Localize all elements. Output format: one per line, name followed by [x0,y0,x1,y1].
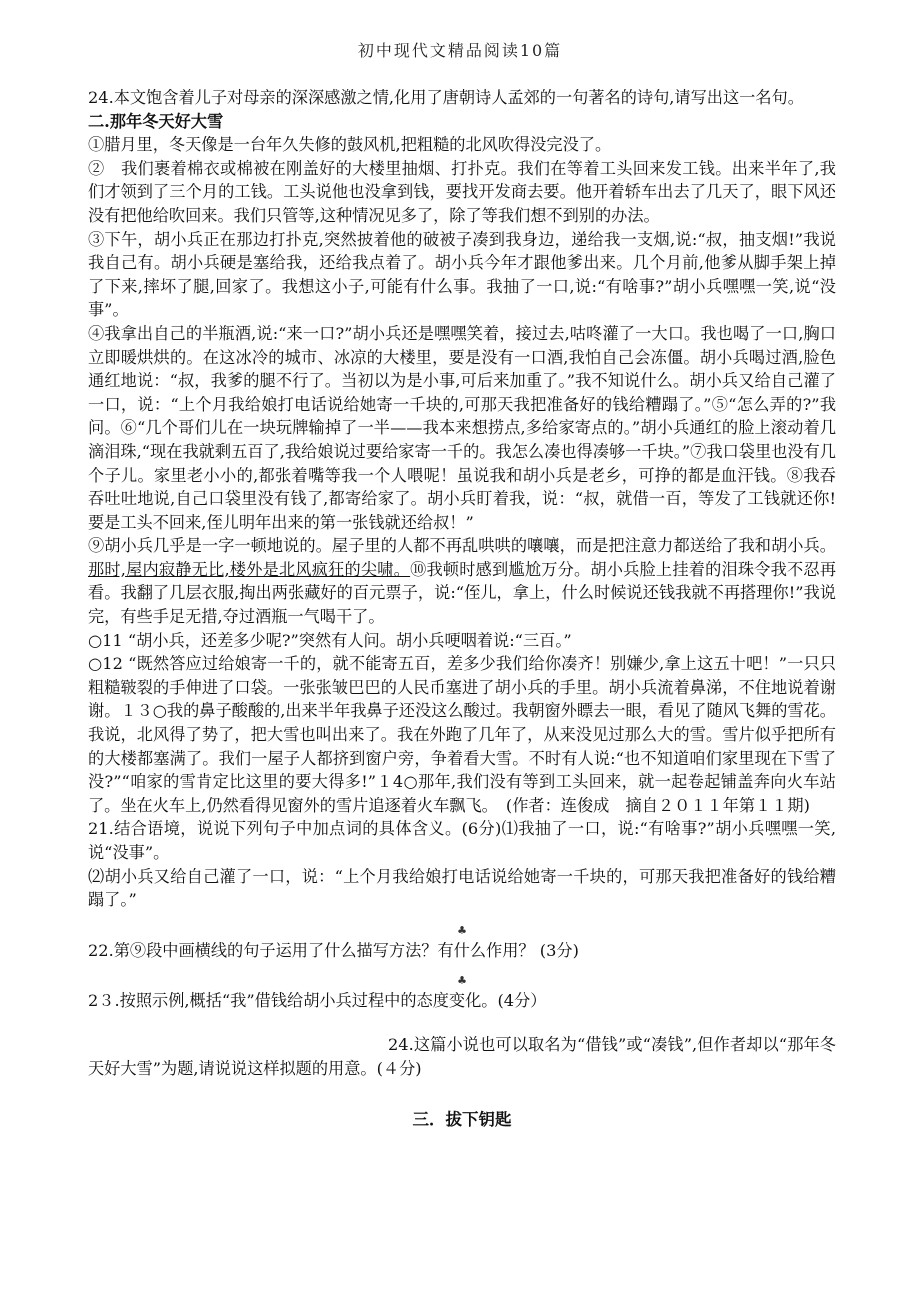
section-title: 二.那年冬天好大雪 [88,111,224,131]
paragraph-11: ○11 “胡小兵，还差多少呢?”突然有人问。胡小兵哽咽着说:“三百。” [88,630,572,650]
question-24: 24.这篇小说也可以取名为“借钱”或“凑钱”,但作者却以“那年冬天好大雪”为题,请说说这样拟题的用意。(４分) [88,1034,836,1078]
article-body [88,86,836,1132]
paragraph-9 [88,534,836,628]
question-21-lead: 21.结合语境，说说下列句子中加点词的具体含义。(6分) [88,819,502,839]
paragraph-4 [88,322,836,534]
question-21-item-2: ⑵胡小兵又给自己灌了一口，说：“上个月我给娘打电话说给她寄一千块的，可那天我把准备好的钱给糟蹋了。” [88,866,836,910]
source-note: (作者：连俊成 摘自２０１１年第１１期) [505,795,810,815]
paragraph-4-text: ④我拿出自己的半瓶酒,说:“来一口?”胡小兵还是嘿嘿笑着，接过去,咕咚灌了一大口。我也喝了一口,胸口立即暖烘烘的。在这冰冷的城市、冰凉的大楼里，要是没有一口酒,我怕自己会冻僵。胡小兵喝过酒,脸色通红地说：“叔，我爹的腿不行了。当初以为是小事,可后来加重了。”我不知说什么。胡小兵又给自己灌了一口，说：“上个月我给娘打电话说给她寄一千块的,可那天我把准备好的钱给糟蹋了。” [88,323,836,414]
underlined-sentence: 那时,屋内寂静无比,楼外是北风疯狂的尖啸。 [88,559,411,579]
paragraph-2: ② 我们裹着棉衣或棉被在刚盖好的大楼里抽烟、打扑克。我们在等着工头回来发工钱。出来半年了,我们才领到了三个月的工钱。工头说他也没拿到钱，要找开发商去要。他开着轿车出去了几天了，眼下风还没有把他给吹回来。我们只管等,这种情况见多了，除了等我们想不到别的办法。 [88,158,836,225]
paragraph-12 [88,652,836,817]
marker-icon: ♣ [457,923,467,937]
prev-question-24: 24.本文饱含着儿子对母亲的深深感激之情,化用了唐朝诗人孟郊的一句著名的诗句,请写出这一名句。 [88,88,804,107]
next-section-title: 三．拔下钥匙 [412,1110,512,1130]
paragraph-1: ①腊月里，冬天像是一台年久失修的鼓风机,把粗糙的北风吹得没完没了。 [88,135,612,155]
question-21-item-1: ⑴我抽了一口，说:“有啥事?”胡小兵嘿嘿一笑,说“没事”。 [88,819,837,862]
paragraph-12-text: ○12 “既然答应过给娘寄一千的，就不能寄五百，差多少我们给你凑齐！别嫌少,拿上这五十吧！”一只只粗糙皲裂的手伸进了口袋。一张张皱巴巴的人民币塞进了胡小兵的手里。胡小兵流着鼻涕，不住地说着谢谢。 [88,654,836,721]
question-22: 22.第⑨段中画横线的句子运用了什么描写方法？有什么作用？ (3分) [88,940,579,960]
paragraph-6-text: ⑥“几个哥们儿在一块玩牌输掉了一半——我本来想捞点,多给家寄点的。”胡小兵通红的脸上滚动着几滴泪珠,“现在我就剩五百了,我给娘说过要给家寄一千的。我怎么凑也得凑够一千块。” [88,418,837,461]
paragraph-10-text: ⑩我顿时感到尴尬万分。胡小兵脸上挂着的泪珠令我不忍再看。我翻了几层衣服,掏出两张藏好的百元票子，说:“侄儿，拿上，什么时候说还钱我就不再搭理你!”我说完，有些手足无措,夺过酒瓶一气喝干了。 [88,559,837,627]
paragraph-7-text: ⑦我口袋里也没有几个子儿。家里老小小的,都张着嘴等我一个人喂呢！虽说我和胡小兵是老乡，可挣的都是血汗钱。 [88,441,836,485]
marker-icon: ♣ [457,974,467,988]
question-23: 2３.按照示例,概括“我”借钱给胡小兵过程中的态度变化。(4分） [88,991,547,1011]
paragraph-9-text: ⑨胡小兵几乎是一字一顿地说的。屋子里的人都不再乱哄哄的嚷嚷，而是把注意力都送给了我和胡小兵。 [88,536,836,556]
paragraph-14-text: １4○那年,我们没有等到工头回来，就一起卷起铺盖奔向火车站了。坐在火车上,仍然看得见窗外的雪片追逐着火车飘飞。 [88,772,836,815]
paragraph-8-text: ⑧我吞吞吐吐地说,自己口袋里没有钱了,都寄给家了。胡小兵盯着我，说：“叔，就借一百，等发了工钱就还你!要是工头不回来,侄儿明年出来的第一张钱就还给叔！” [88,465,836,532]
question-21 [88,817,836,864]
paragraph-3: ③下午，胡小兵正在那边打扑克,突然披着他的破被子凑到我身边，递给我一支烟,说:“叔，抽支烟!”我说我自己有。胡小兵硬是塞给我，还给我点着了。胡小兵今年才跟他爹出来。几个月前,他爹从脚手架上掉了下来,摔坏了腿,回家了。我想这小子,可能有什么事。我抽了一口,说:“有啥事?”胡小兵嘿嘿一笑,说“没事”。 [88,229,836,320]
paragraph-5-text: ⑤“怎么弄的?”我问。 [88,394,837,438]
paragraph-13-text: １３○我的鼻子酸酸的,出来半年我鼻子还没这么酸过。我朝窗外瞟去一眼，看见了随风飞舞的雪花。我说，北风得了势了，把大雪也叫出来了。我在外跑了几年了，从来没见过那么大的雪。雪片似乎把所有的大楼都塞满了。 [88,701,836,768]
running-header: 初中现代文精品阅读10篇 [357,41,563,60]
paragraph-13b-text: 我们一屋子人都挤到窗户旁，争着看大雪。不时有人说:“也不知道咱们家里现在下雪了没?”“咱家的雪肯定比这里的要大得多!” [88,748,837,792]
